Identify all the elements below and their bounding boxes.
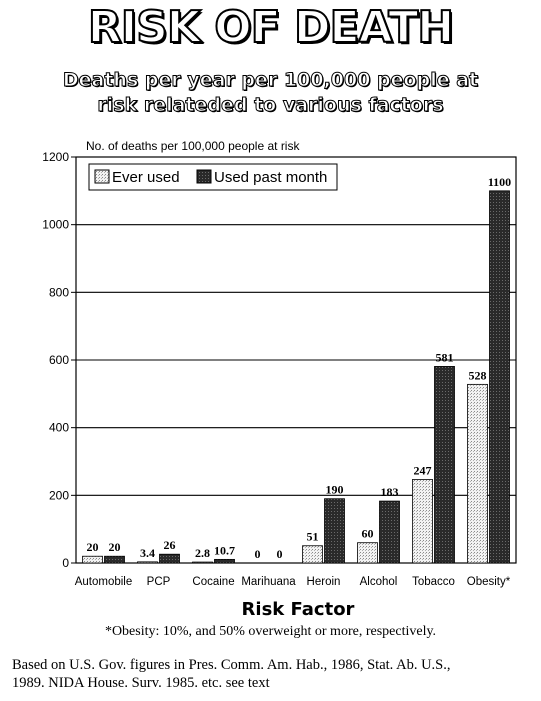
y-tick-label: 1200 [42, 150, 69, 164]
data-label-ever-used: 20 [86, 540, 99, 555]
x-tick-label: Cocaine [192, 576, 235, 588]
source-line-2: 1989. NIDA House. Surv. 1985. etc. see text [12, 675, 270, 691]
bar-ever-used [193, 562, 213, 563]
y-tick-label: 800 [48, 285, 69, 300]
x-tick-label: Marihuana [241, 576, 296, 588]
source-note [12, 656, 532, 692]
subtitle-line-1: Deaths per year per 100,000 people at [62, 69, 479, 91]
subtitle-line-2: risk relateded to various factors [97, 94, 444, 116]
y-tick-label: 600 [48, 353, 69, 367]
legend-swatch-ever-used [95, 170, 109, 183]
bar-used-past-month [160, 554, 180, 563]
footnote: *Obesity: 10%, and 50% overweight or more, respectively. [104, 624, 437, 639]
data-label-used-past-month: 581 [435, 350, 454, 365]
bar-ever-used [468, 384, 488, 563]
bar-ever-used [83, 556, 103, 563]
data-label-ever-used: 0 [254, 547, 261, 561]
legend [89, 164, 337, 190]
x-axis-label: Risk Factor [241, 599, 355, 620]
legend-label-used-past-month: Used past month [214, 169, 328, 186]
data-label-used-past-month: 1100 [487, 174, 512, 189]
x-tick-label: Heroin [306, 576, 341, 588]
data-label-ever-used: 247 [413, 463, 432, 478]
x-tick-label: Alcohol [359, 576, 398, 588]
data-label-used-past-month: 183 [380, 485, 399, 500]
bar-ever-used [303, 546, 323, 563]
bar-used-past-month [105, 556, 125, 563]
data-label-used-past-month: 10.7 [214, 543, 235, 558]
bar-used-past-month [325, 499, 345, 563]
bar-ever-used [413, 479, 433, 563]
x-tick-label: Obesity* [466, 576, 511, 588]
x-tick-label: Tobacco [412, 576, 455, 588]
source-line-1: Based on U.S. Gov. figures in Pres. Comm. Am. Hab., 1986, Stat. Ab. U.S., [12, 657, 451, 673]
data-label-ever-used: 3.4 [140, 545, 155, 560]
bar-used-past-month [435, 366, 455, 563]
y-tick-label: 200 [48, 488, 69, 503]
data-label-ever-used: 51 [306, 529, 319, 544]
y-tick-label: 400 [48, 420, 69, 435]
data-label-ever-used: 528 [468, 368, 487, 383]
bar-ever-used [138, 562, 158, 563]
x-tick-label: Automobile [74, 576, 133, 588]
y-axis-label: No. of deaths per 100,000 people at risk [86, 139, 300, 153]
data-label-ever-used: 2.8 [195, 546, 210, 561]
legend-label-ever-used: Ever used [112, 169, 180, 186]
bar-used-past-month [380, 501, 400, 563]
bar-used-past-month [215, 559, 235, 563]
data-label-used-past-month: 26 [163, 538, 176, 553]
data-label-used-past-month: 190 [325, 482, 344, 497]
y-tick-label: 0 [62, 556, 69, 570]
bar-ever-used [358, 543, 378, 563]
x-tick-label: PCP [146, 576, 171, 588]
data-label-used-past-month: 0 [276, 547, 283, 561]
y-tick-label: 1000 [42, 217, 69, 232]
data-label-ever-used: 60 [361, 526, 374, 541]
data-label-used-past-month: 20 [108, 540, 121, 555]
legend-swatch-used-past-month [197, 170, 211, 183]
bar-used-past-month [490, 191, 510, 563]
page-title: RISK OF DEATH [87, 2, 454, 53]
